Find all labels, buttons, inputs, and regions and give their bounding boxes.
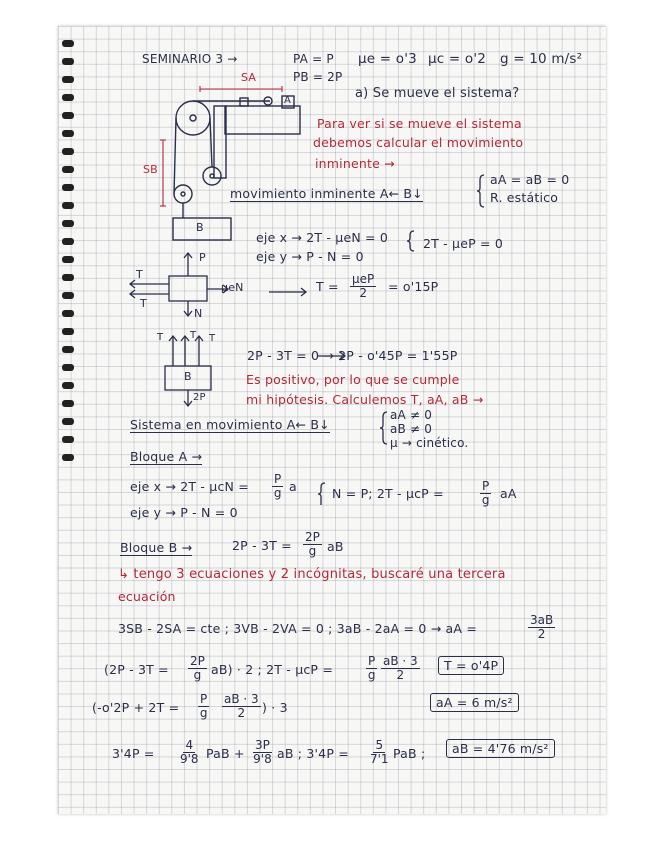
- final-l2-frac-2: $\frac{aB \cdot 3}{2}$: [224, 692, 259, 720]
- fbd-a-t-top: T: [136, 268, 143, 281]
- fbd-b-label: B: [184, 370, 192, 383]
- final-l2-a: (-o'2P + 2T =: [92, 700, 180, 715]
- final-l2-frac-1: $\frac{P}{g}$: [199, 692, 208, 720]
- fbd-b-t1: T: [157, 332, 164, 343]
- eq-a-t-lhs: T =: [316, 279, 339, 294]
- eq-a-x: eje x → 2T - μeN = 0: [256, 230, 389, 245]
- eq-a-t-rhs: = o'15P: [388, 279, 439, 294]
- red-note-1-line-3: inminente →: [315, 156, 395, 171]
- bloque-a-x-frac: $\frac{P}{g}$: [273, 472, 282, 500]
- final-l1-frac-1: $\frac{2P}{g}$: [190, 654, 205, 682]
- result-ab-box: aB = 4'76 m/s²: [446, 739, 555, 758]
- bloque-b-frac: $\frac{2P}{g}$: [305, 530, 320, 558]
- gravity: g = 10 m/s²: [500, 51, 583, 67]
- bloque-b-a: aB: [327, 539, 344, 554]
- inminente-cond-2: R. estático: [490, 190, 559, 205]
- final-l1-b: aB) · 2 ; 2T - μcP =: [211, 662, 333, 677]
- fbd-a-t-bot: T: [140, 297, 147, 310]
- fbd-b-t3: T: [209, 333, 216, 344]
- movimiento-c3: μ → cinético.: [390, 436, 469, 450]
- bloque-a-y: eje y → P - N = 0: [130, 505, 238, 520]
- movimiento-title: Sistema en movimiento A← B↓: [130, 417, 330, 432]
- fbd-b-t2: T: [190, 330, 197, 341]
- final-l1-frac-3: $\frac{aB \cdot 3}{2}$: [383, 654, 418, 682]
- final-l3-frac-1: $\frac{4}{9'8}$: [180, 738, 199, 766]
- bloque-a-mid-frac: $\frac{P}{g}$: [481, 479, 490, 507]
- label-block-a: A: [284, 95, 292, 106]
- constraint-frac: $\frac{3aB}{2}$: [530, 613, 554, 641]
- eq-a-y: eje y → P - N = 0: [256, 249, 364, 264]
- pulley-low: [174, 185, 192, 203]
- final-l3-frac-2: $\frac{3P}{9'8}$: [253, 738, 272, 766]
- label-sa: SA: [241, 71, 257, 84]
- final-l3-d: PaB ;: [393, 746, 426, 761]
- red-note-3-line-1: ↳ tengo 3 ecuaciones y 2 incógnitas, buscaré una tercera: [118, 567, 506, 582]
- label-block-b: B: [196, 221, 204, 234]
- red-note-2-line-2: mi hipótesis. Calculemos T, aA, aB →: [246, 392, 484, 407]
- bloque-b-title: Bloque B →: [120, 540, 193, 555]
- bloque-a-mid: N = P; 2T - μcP =: [332, 486, 444, 501]
- red-note-3-line-2: ecuación: [118, 589, 176, 604]
- mass-b: PB = 2P: [293, 70, 343, 84]
- final-l3-a: 3'4P =: [112, 746, 155, 761]
- inminente-cond-1: aA = aB = 0: [490, 172, 570, 187]
- pulley-top: [176, 101, 210, 135]
- question: a) Se mueve el sistema?: [355, 86, 520, 101]
- result-aa-box: aA = 6 m/s²: [430, 693, 519, 712]
- constraint-eq: 3SB - 2SA = cte ; 3VB - 2VA = 0 ; 3aB - 2aA = 0 → aA =: [118, 621, 478, 636]
- bloque-a-mid-a: aA: [500, 486, 517, 501]
- eq-b: 2P - 3T = 0 → 2P - o'45P = 1'55P: [247, 348, 458, 363]
- movimiento-c2: aB ≠ 0: [390, 422, 433, 436]
- bloque-b-eq: 2P - 3T =: [232, 538, 292, 553]
- fbd-a-friction: μeN: [221, 281, 244, 294]
- page-title: SEMINARIO 3 →: [142, 52, 238, 66]
- pulley-mid: [203, 167, 221, 185]
- mu-static: μe = o'3: [358, 51, 417, 67]
- bloque-a-x-a: a: [289, 479, 297, 494]
- table-top: [225, 106, 300, 134]
- final-l1-frac-2: $\frac{P}{g}$: [367, 654, 376, 682]
- bloque-a-x-lhs: eje x → 2T - μcN =: [130, 479, 249, 494]
- final-l3-c: aB ; 3'4P =: [277, 746, 349, 761]
- final-l3-b: PaB +: [206, 746, 245, 761]
- fbd-a-n: N: [194, 307, 203, 320]
- mass-a: PA = P: [293, 52, 334, 66]
- red-note-1-line-2: debemos calcular el movimiento: [313, 135, 524, 150]
- final-l1-a: (2P - 3T =: [104, 662, 169, 677]
- fbd-a-p: P: [199, 251, 206, 264]
- eq-a-t-frac: μeP 2: [352, 272, 375, 300]
- fbd-b-weight: 2P: [193, 392, 206, 403]
- label-sb: SB: [143, 163, 158, 176]
- final-l3-frac-3: $\frac{5}{7'1}$: [370, 738, 389, 766]
- red-note-1-line-1: Para ver si se mueve el sistema: [317, 116, 522, 131]
- movimiento-c1: aA ≠ 0: [390, 408, 433, 422]
- mu-kinetic: μc = o'2: [428, 51, 487, 67]
- inminente-title: movimiento inminente A← B↓: [230, 186, 423, 201]
- bloque-a-title: Bloque A →: [130, 449, 203, 464]
- final-l2-b: ) · 3: [262, 700, 288, 715]
- result-t-box: T = o'4P: [438, 656, 504, 675]
- eq-a-result: 2T - μeP = 0: [423, 236, 504, 251]
- red-note-2-line-1: Es positivo, por lo que se cumple: [246, 372, 460, 387]
